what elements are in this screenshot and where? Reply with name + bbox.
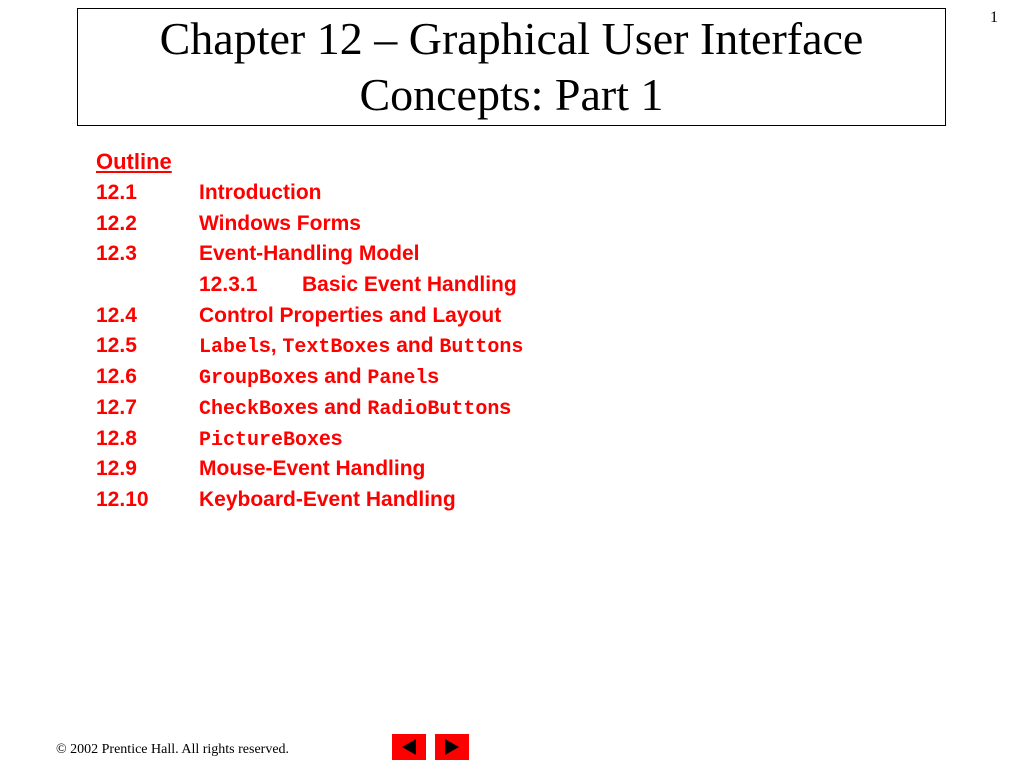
outline-item-number: 12.7 [96, 395, 137, 419]
next-slide-button[interactable] [435, 734, 469, 760]
outline-text-part: s, [259, 334, 283, 358]
outline-heading: Outline [96, 149, 172, 174]
outline-item-label [199, 454, 425, 485]
outline-text-part: s [427, 365, 440, 389]
outline-text-part: Windows Forms [199, 211, 361, 235]
outline-item [96, 239, 420, 270]
outline-item [96, 485, 456, 516]
outline-item-label [199, 362, 439, 395]
outline-item-number: 12.1 [96, 181, 137, 204]
outline-code-term: GroupBox [199, 367, 296, 391]
outline-item-label [199, 331, 523, 364]
page-title-line-2: Concepts: Part 1 [359, 69, 664, 120]
outline-item-number: 12.8 [96, 426, 137, 450]
outline-item-number: 12.2 [96, 211, 137, 235]
outline-item-label [199, 393, 511, 426]
triangle-left-icon [392, 734, 426, 760]
outline-text-part: and [390, 334, 440, 358]
footer-text: 2002 Prentice Hall. All rights reserved. [66, 742, 290, 757]
outline-code-term: RadioButton [367, 397, 500, 421]
outline-text-part: es and [295, 395, 368, 419]
outline [96, 146, 524, 516]
outline-item [96, 301, 502, 332]
page-title-line-1: Chapter 12 – Graphical User Interface [159, 13, 864, 64]
outline-code-term: Buttons [439, 336, 524, 360]
outline-text-part: Event-Handling Model [199, 242, 420, 266]
outline-item-label [199, 424, 342, 457]
outline-item [96, 331, 524, 362]
outline-item-number: 12.6 [96, 365, 137, 389]
triangle-right-icon [435, 734, 469, 760]
outline-item [96, 454, 426, 485]
outline-item-label [199, 301, 501, 332]
outline-text-part: Mouse-Event Handling [199, 457, 426, 481]
outline-item-label [199, 178, 321, 209]
outline-text-part: Control Properties and Layout [199, 303, 502, 327]
outline-item-number: 12.5 [96, 334, 137, 358]
outline-item [96, 362, 440, 393]
outline-code-term: Panel [367, 367, 428, 391]
outline-item-number: 12.4 [96, 303, 137, 327]
outline-item [96, 178, 322, 209]
outline-text-part: Keyboard-Event Handling [199, 487, 456, 511]
previous-slide-button[interactable] [392, 734, 426, 760]
outline-text-part: s [499, 395, 512, 419]
outline-text-part: Introduction [199, 181, 322, 204]
outline-text-part: Basic Event Handling [302, 273, 517, 297]
copyright-icon: © [56, 742, 67, 757]
outline-item-label [199, 485, 456, 516]
outline-item-number: 12.10 [96, 487, 149, 511]
outline-item [96, 270, 517, 301]
outline-subitem-number: 12.3.1 [199, 273, 258, 297]
title-box [77, 8, 946, 126]
outline-item-label [302, 270, 517, 301]
outline-code-term: PictureBox [199, 428, 320, 452]
outline-code-term: Label [199, 336, 260, 360]
outline-item [96, 209, 361, 240]
outline-item-label [199, 209, 361, 240]
outline-item-label [199, 239, 420, 270]
outline-list [96, 178, 524, 516]
outline-item [96, 393, 512, 424]
outline-text-part: es and [295, 365, 368, 389]
outline-text-part: es [319, 426, 343, 450]
outline-item-number: 12.3 [96, 242, 137, 266]
outline-item [96, 424, 343, 455]
outline-code-term: CheckBox [199, 397, 296, 421]
outline-item-number: 12.9 [96, 457, 137, 481]
footer [56, 742, 289, 758]
outline-code-term: TextBoxes [282, 336, 391, 360]
page-number: 1 [990, 9, 998, 26]
